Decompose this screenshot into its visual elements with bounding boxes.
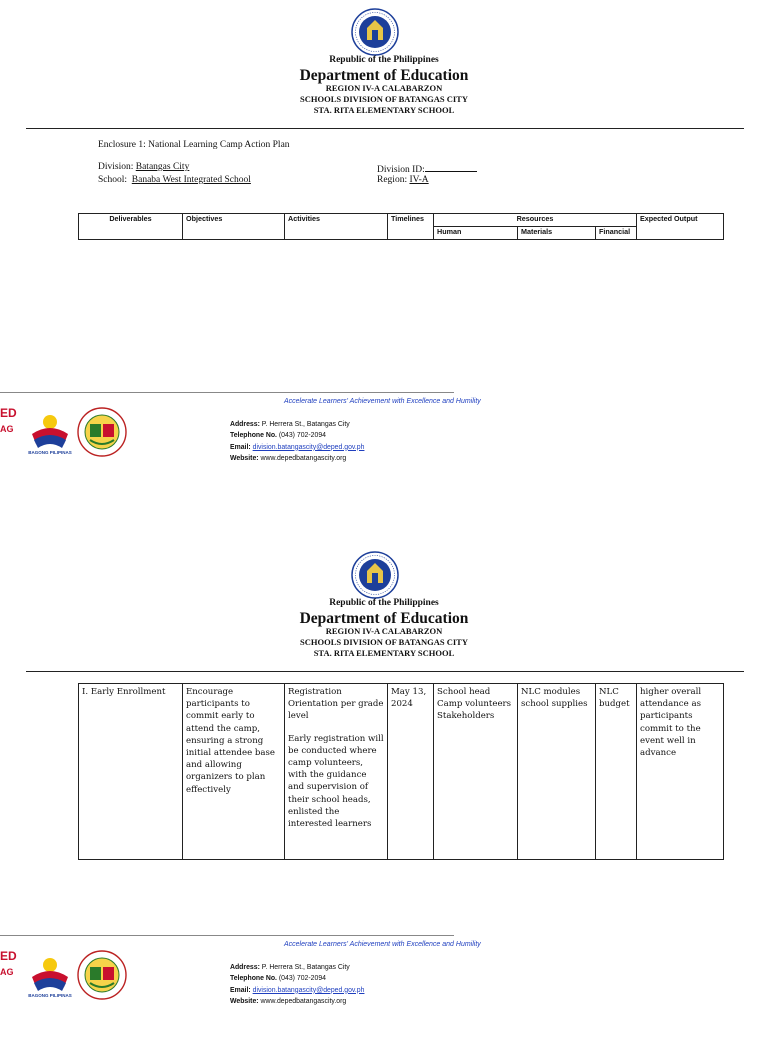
website-value: www.depedbatangascity.org xyxy=(260,997,347,1005)
cell-objective: Encourage participants to commit early to attend the camp, ensuring a strong initial attendee base and allowing organizers to plan effectively xyxy=(183,684,285,860)
deped-logo xyxy=(0,945,20,985)
document-page-1 xyxy=(0,0,768,512)
division-line xyxy=(98,163,189,173)
deped-seal-icon xyxy=(351,8,399,56)
col-header-human: Human xyxy=(434,227,518,240)
footer-tagline: Accelerate Learners' Achievement with Excellence and Humility xyxy=(284,398,481,405)
deped-seal-icon xyxy=(351,551,399,599)
bagong-pilipinas-text: BAGONG PILIPINAS xyxy=(28,450,72,455)
col-header-objectives: Objectives xyxy=(183,214,285,240)
cell-activities xyxy=(285,684,388,860)
col-header-timelines: Timelines xyxy=(388,214,434,240)
address-label: Address: xyxy=(230,421,260,428)
division-value: Batangas City xyxy=(135,162,190,172)
action-plan-header-table xyxy=(78,213,724,240)
col-header-financial: Financial xyxy=(596,227,637,240)
region-value: IV-A xyxy=(409,175,429,185)
division-seal-icon xyxy=(76,406,128,458)
telephone-value: (043) 702-2094 xyxy=(278,975,327,983)
header-divider xyxy=(26,128,744,129)
address-value: P. Herrera St., Batangas City xyxy=(261,421,350,428)
school-heading: STA. RITA ELEMENTARY SCHOOL xyxy=(313,105,455,115)
footer-divider xyxy=(0,392,454,393)
table-row xyxy=(79,684,724,860)
website-label: Website: xyxy=(230,454,259,462)
school-line xyxy=(98,176,251,186)
col-header-activities: Activities xyxy=(285,214,388,240)
republic-heading: Republic of the Philippines xyxy=(329,598,439,608)
deped-logo xyxy=(0,402,20,442)
telephone-value: (043) 702-2094 xyxy=(278,432,327,440)
col-header-deliverables: Deliverables xyxy=(79,214,183,240)
deped-logo-text-bottom: AG xyxy=(0,967,14,977)
bagong-pilipinas-logo-icon xyxy=(26,408,74,456)
department-heading: Department of Education xyxy=(299,67,469,84)
deped-logo-text-top: ED xyxy=(0,949,17,963)
republic-heading: Republic of the Philippines xyxy=(329,55,439,65)
contact-block xyxy=(230,962,364,1007)
email-link[interactable]: division.batangascity@deped.gov.ph xyxy=(252,443,365,451)
col-header-materials: Materials xyxy=(518,227,596,240)
division-seal-icon xyxy=(76,949,128,1001)
enclosure-title: Enclosure 1: National Learning Camp Action Plan xyxy=(98,140,290,150)
region-heading: REGION IV-A CALABARZON xyxy=(325,83,443,93)
division-id-blank xyxy=(425,163,477,172)
telephone-label: Telephone No. xyxy=(230,975,277,983)
footer-tagline: Accelerate Learners' Achievement with Excellence and Humility xyxy=(284,941,481,948)
email-link[interactable]: division.batangascity@deped.gov.ph xyxy=(252,986,365,994)
website-label: Website: xyxy=(230,997,259,1005)
page-footer xyxy=(0,392,768,472)
school-value: Banaba West Integrated School xyxy=(131,175,251,185)
school-heading: STA. RITA ELEMENTARY SCHOOL xyxy=(313,648,455,658)
footer-divider xyxy=(0,935,454,936)
bagong-pilipinas-logo-icon xyxy=(26,951,74,999)
address-value: P. Herrera St., Batangas City xyxy=(261,964,350,971)
region-label: Region: xyxy=(377,175,408,185)
website-value: www.depedbatangascity.org xyxy=(260,454,347,462)
header-divider xyxy=(26,671,744,672)
activity-item: Early registration will be conducted where camp volunteers, with the guidance and supervision of their school heads, enlisted the interested learners xyxy=(288,733,384,830)
division-id-label: Division ID: xyxy=(377,165,425,175)
address-label: Address: xyxy=(230,964,260,971)
region-line xyxy=(377,176,429,186)
cell-human: School head Camp volunteers Stakeholders xyxy=(434,684,518,860)
contact-block xyxy=(230,419,364,464)
page-separator xyxy=(0,512,768,543)
bagong-pilipinas-text: BAGONG PILIPINAS xyxy=(28,993,72,998)
cell-financial: NLC budget xyxy=(596,684,637,860)
telephone-label: Telephone No. xyxy=(230,432,277,440)
cell-deliverable: I. Early Enrollment xyxy=(79,684,183,860)
col-header-expected-output: Expected Output xyxy=(637,214,724,240)
cell-materials: NLC modules school supplies xyxy=(518,684,596,860)
cell-expected-output: higher overall attendance as participants commit to the event well in advance xyxy=(637,684,724,860)
cell-timeline: May 13, 2024 xyxy=(388,684,434,860)
division-label: Division: xyxy=(98,162,134,172)
deped-logo-text-bottom: AG xyxy=(0,424,14,434)
activity-item: Registration Orientation per grade level xyxy=(288,687,384,722)
page-footer xyxy=(0,935,768,1015)
division-heading: SCHOOLS DIVISION OF BATANGAS CITY xyxy=(300,637,468,647)
division-heading: SCHOOLS DIVISION OF BATANGAS CITY xyxy=(300,94,468,104)
school-label: School: xyxy=(98,175,128,185)
email-label: Email: xyxy=(230,443,251,451)
col-header-resources: Resources xyxy=(434,214,637,227)
action-plan-body-table xyxy=(78,683,724,860)
division-id-line xyxy=(377,163,477,176)
region-heading: REGION IV-A CALABARZON xyxy=(325,626,443,636)
email-label: Email: xyxy=(230,986,251,994)
department-heading: Department of Education xyxy=(299,610,469,627)
deped-logo-text-top: ED xyxy=(0,406,17,420)
